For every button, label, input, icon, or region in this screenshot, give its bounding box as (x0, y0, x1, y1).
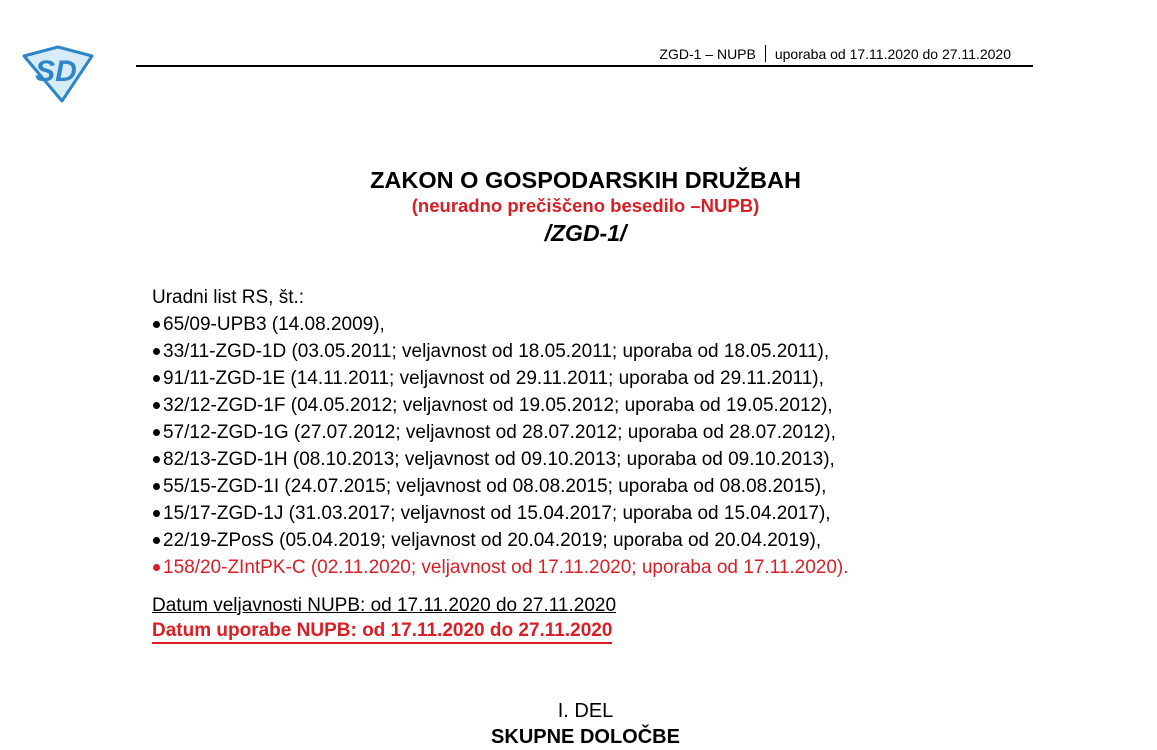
gazette-entry (152, 500, 849, 527)
validity-section (152, 593, 616, 643)
bullet-icon (153, 483, 160, 490)
gazette-entry (152, 554, 849, 581)
gazette-entry (152, 419, 849, 446)
gazette-entry (152, 446, 849, 473)
header-separator (765, 45, 766, 62)
running-header (136, 45, 1033, 67)
bullet-icon (153, 348, 160, 355)
validity-date: Datum veljavnosti NUPB: od 17.11.2020 do 27.11.2020 (152, 595, 617, 616)
gazette-entry-text: 57/12-ZGD-1G (27.07.2012; veljavnost od 28.07.2012; uporaba od 28.07.2012), (163, 422, 836, 443)
page-title: ZAKON O GOSPODARSKIH DRUŽBAH (370, 167, 801, 193)
gazette-entry (152, 392, 849, 419)
gazette-entry-list (152, 311, 849, 581)
gazette-entry (152, 527, 849, 554)
bullet-icon (153, 402, 160, 409)
gazette-entry-text: 22/19-ZPosS (05.04.2019; veljavnost od 20.04.2019; uporaba od 20.04.2019), (163, 530, 822, 551)
gazette-entry (152, 473, 849, 500)
bullet-icon (153, 456, 160, 463)
bullet-icon (153, 429, 160, 436)
bullet-icon (153, 321, 160, 328)
gazette-entry (152, 311, 849, 338)
sd-shield-logo-icon (22, 44, 94, 104)
bullet-icon (153, 375, 160, 382)
gazette-entry-text: 33/11-ZGD-1D (03.05.2011; veljavnost od 18.05.2011; uporaba od 18.05.2011), (163, 341, 830, 362)
page-subtitle: (neuradno prečiščeno besedilo –NUPB) (411, 195, 760, 216)
bullet-icon (153, 537, 160, 544)
usage-date: Datum uporabe NUPB: od 17.11.2020 do 27.11.2020 (152, 620, 612, 644)
gazette-entry-text: 32/12-ZGD-1F (04.05.2012; veljavnost od 19.05.2012; uporaba od 19.05.2012), (163, 395, 833, 416)
gazette-label: Uradni list RS, št.: (152, 287, 305, 308)
header-usage-period: uporaba od 17.11.2020 do 27.11.2020 (774, 45, 1011, 62)
gazette-entry-text: 91/11-ZGD-1E (14.11.2011; veljavnost od 29.11.2011; uporaba od 29.11.2011), (163, 368, 824, 389)
svg-text:SD: SD (35, 55, 77, 88)
gazette-entry (152, 365, 849, 392)
part-number: I. DEL (557, 700, 614, 722)
gazette-entry (152, 338, 849, 365)
document-title-block (0, 166, 1157, 248)
gazette-entry-text: 15/17-ZGD-1J (31.03.2017; veljavnost od 15.04.2017; uporaba od 15.04.2017), (163, 503, 831, 524)
gazette-entry-text: 158/20-ZIntPK-C (02.11.2020; veljavnost od 17.11.2020; uporaba od 17.11.2020). (163, 557, 849, 578)
gazette-entry-text: 82/13-ZGD-1H (08.10.2013; veljavnost od 09.10.2013; uporaba od 09.10.2013), (163, 449, 835, 470)
bullet-icon (153, 510, 160, 517)
gazette-entry-text: 55/15-ZGD-1I (24.07.2015; veljavnost od 08.08.2015; uporaba od 08.08.2015), (163, 476, 827, 497)
bullet-icon (153, 564, 160, 571)
part-heading (0, 698, 1157, 750)
part-title: SKUPNE DOLOČBE (491, 726, 680, 748)
official-gazette-section (152, 284, 849, 581)
law-abbreviation: /ZGD-1/ (544, 220, 627, 246)
header-doc-code: ZGD-1 – NUPB (659, 45, 756, 62)
gazette-entry-text: 65/09-UPB3 (14.08.2009), (163, 314, 385, 335)
